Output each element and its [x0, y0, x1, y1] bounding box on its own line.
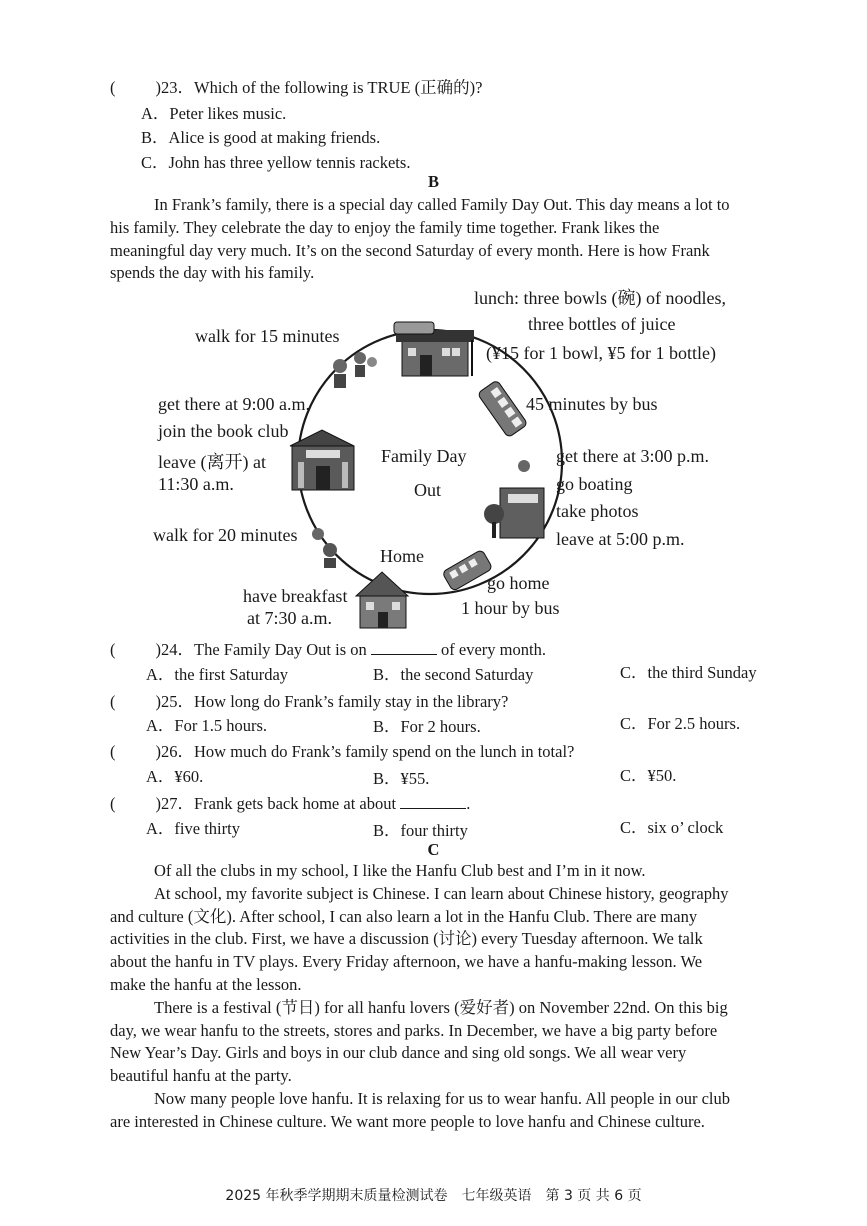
library-line3: leave (离开) at — [158, 452, 266, 472]
question-24 — [110, 636, 546, 660]
option-c: C．six o’ clock — [620, 818, 724, 837]
option-a: A．five thirty — [146, 819, 240, 838]
answer-blank — [371, 640, 437, 655]
passage-line: spends the day with his family. — [110, 263, 315, 283]
passage-line: New Year’s Day. Girls and boys in our club dance and sing old songs. We all wear very — [110, 1043, 687, 1063]
option-c: C．John has three yellow tennis rackets. — [141, 153, 411, 172]
park-line4: leave at 5:00 p.m. — [556, 529, 685, 549]
option-a: A．Peter likes music. — [141, 104, 287, 123]
passage-line: Of all the clubs in my school, I like the Hanfu Club best and I’m in it now. — [154, 861, 646, 880]
option-a: A．For 1.5 hours. — [146, 716, 268, 735]
walking-people-icon — [333, 352, 377, 388]
park-icon — [484, 460, 544, 538]
answer-bracket: ( — [110, 78, 116, 97]
walk-15-label: walk for 15 minutes — [195, 326, 340, 346]
question-26 — [110, 738, 574, 762]
walking-people-icon — [312, 528, 337, 568]
go-home-line1: go home — [487, 573, 550, 593]
passage-line: Now many people love hanfu. It is relaxing for us to wear hanfu. All people in our club — [154, 1088, 730, 1108]
park-line2: go boating — [556, 474, 633, 494]
passage-c — [110, 860, 756, 1134]
question-text: )23．Which of the following is TRUE (正确的)? — [155, 78, 483, 97]
question-text: )25．How long do Frank’s family stay in the library? — [155, 692, 509, 711]
option-c: C．For 2.5 hours. — [620, 714, 741, 733]
option-b: B．Alice is good at making friends. — [141, 128, 381, 147]
option-b: B．For 2 hours. — [373, 717, 481, 736]
answer-bracket: ( — [110, 692, 116, 711]
breakfast-line2: at 7:30 a.m. — [247, 608, 332, 628]
option-a: A．the first Saturday — [146, 665, 289, 684]
lunch-line3: (¥15 for 1 bowl, ¥5 for 1 bottle) — [486, 343, 716, 363]
passage-line: At school, my favorite subject is Chinese. I can learn about Chinese history, geography — [154, 883, 729, 903]
question-text: )24．The Family Day Out is on — [155, 640, 367, 659]
passage-line: meaningful day very much. It’s on the second Saturday of every month. Here is how Frank — [110, 240, 710, 260]
answer-blank — [400, 794, 466, 809]
park-line3: take photos — [556, 501, 639, 521]
go-home-line2: 1 hour by bus — [461, 598, 560, 618]
question-text-after: . — [466, 794, 471, 813]
option-a: A．¥60. — [146, 767, 204, 786]
bus-icon — [477, 380, 528, 438]
lunch-line2: three bottles of juice — [528, 314, 676, 334]
passage-line: day, we wear hanfu to the streets, stores and parks. In December, we have a big party before — [110, 1020, 718, 1040]
answer-bracket: ( — [110, 794, 116, 813]
question-25 — [110, 688, 508, 712]
section-heading-b: B — [427, 172, 439, 191]
passage-line: are interested in Chinese culture. We want more people to love hanfu and Chinese culture. — [110, 1111, 705, 1131]
passage-line: make the hanfu at the lesson. — [110, 974, 302, 994]
option-c: C．¥50. — [620, 766, 677, 785]
diagram-title-line2: Out — [414, 480, 441, 500]
answer-bracket: ( — [110, 640, 116, 659]
home-label: Home — [380, 546, 424, 566]
question-text: )27．Frank gets back home at about — [155, 794, 397, 813]
bus-icon — [442, 549, 493, 591]
passage-line: his family. They celebrate the day to enjoy the family time together. Frank likes the — [110, 217, 660, 237]
bus-45-label: 45 minutes by bus — [526, 394, 658, 414]
restaurant-icon — [394, 322, 474, 376]
passage-line: and culture (文化). After school, I can also learn a lot in the Hanfu Club. There are many — [110, 906, 698, 926]
option-b: B．¥55. — [373, 769, 430, 788]
question-text-after: of every month. — [441, 640, 546, 659]
answer-bracket: ( — [110, 742, 116, 761]
library-line4: 11:30 a.m. — [158, 474, 234, 494]
library-line1: get there at 9:00 a.m. — [158, 394, 310, 414]
diagram-title-line1: Family Day — [381, 446, 467, 466]
house-icon — [356, 572, 408, 628]
option-c: C．the third Sunday — [620, 663, 757, 682]
question-27 — [110, 790, 470, 814]
passage-line: In Frank’s family, there is a special day called Family Day Out. This day means a lot to — [154, 195, 730, 214]
passage-line: activities in the club. First, we have a discussion (讨论) every Tuesday afternoon. We talk — [110, 929, 703, 949]
section-heading-c: C — [427, 840, 440, 859]
park-line1: get there at 3:00 p.m. — [556, 446, 709, 466]
passage-line: beautiful hanfu at the party. — [110, 1066, 292, 1086]
question-text: )26．How much do Frank’s family spend on the lunch in total? — [155, 742, 575, 761]
passage-line: about the hanfu in TV plays. Every Friday afternoon, we have a hanfu-making lesson. We — [110, 952, 703, 972]
passage-line: There is a festival (节日) for all hanfu lovers (爱好者) on November 22nd. On this big — [154, 997, 728, 1017]
library-line2: join the book club — [158, 421, 289, 441]
page-footer: 2025 年秋季学期期末质量检测试卷 七年级英语 第 3 页 共 6 页 — [225, 1188, 642, 1204]
lunch-line1: lunch: three bowls (碗) of noodles, — [474, 288, 726, 308]
walk-20-label: walk for 20 minutes — [153, 525, 298, 545]
option-b: B．four thirty — [373, 821, 468, 840]
option-b: B．the second Saturday — [373, 665, 534, 684]
breakfast-line1: have breakfast — [243, 586, 348, 606]
